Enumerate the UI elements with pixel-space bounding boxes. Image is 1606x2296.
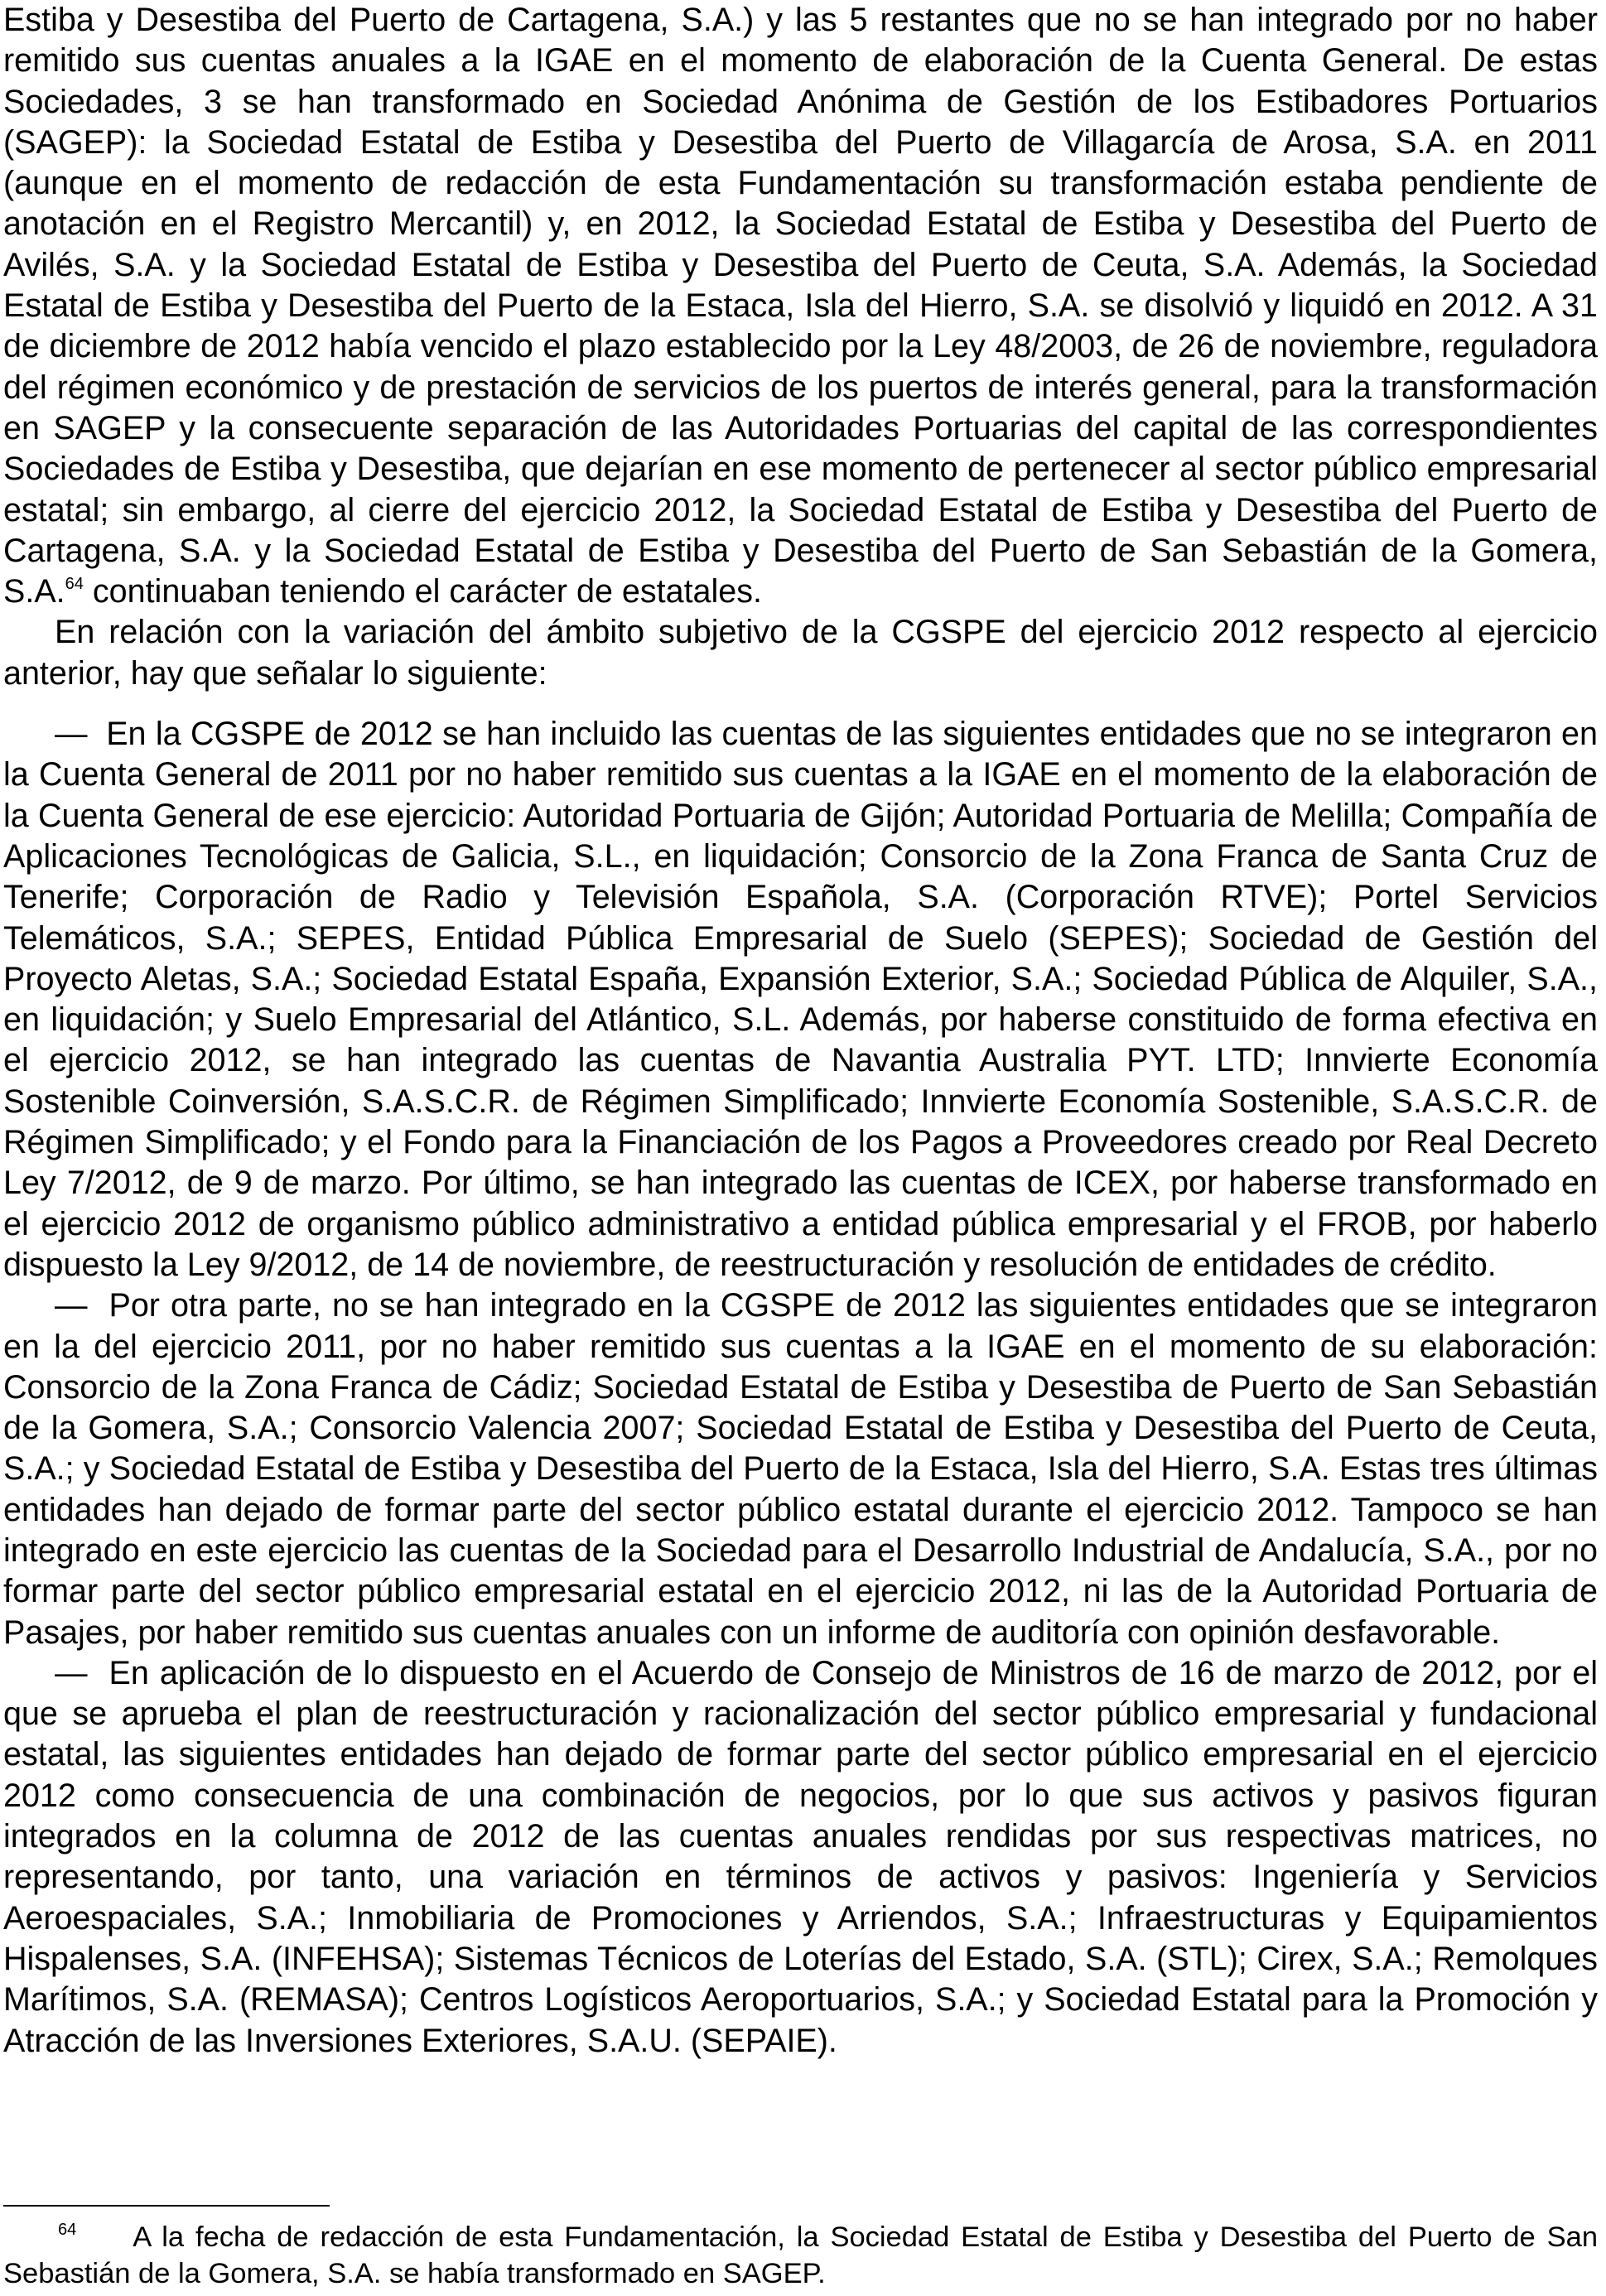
paragraph-text-continuation: continuaban teniendo el carácter de estatales. [83,573,762,610]
footnote-reference[interactable]: 64 [65,575,84,594]
list-item-reestructuracion [3,1653,1598,2062]
paragraph-text: En relación con la variación del ámbito subjetivo de la CGSPE del ejercicio 2012 respecto al ejercicio anterior, hay que señalar lo siguiente: [3,614,1598,692]
footnote-separator [3,2205,330,2207]
body-text [3,0,1598,2062]
paragraph-sociedades-estiba [3,0,1598,612]
em-dash: — [55,1287,88,1324]
footnote-text: A la fecha de redacción de esta Fundamentación, la Sociedad Estatal de Estiba y Desestiba del Puerto de San Sebastián de la Gomera, S.A. se había transformado en SAGEP. [3,2221,1598,2289]
paragraph-text: Estiba y Desestiba del Puerto de Cartagena, S.A.) y las 5 restantes que no se han integrado por no haber remitido sus cuentas anuales a la IGAE en el momento de elaboración de la Cuenta General. De estas Sociedades, 3 se han transformado en Sociedad Anónima de Gestión de los Estibadores Portuarios (SAGEP): la Sociedad Estatal de Estiba y Desestiba del Puerto de Villagarcía de Arosa, S.A. en 2011 (aunque en el momento de redacción de esta Fundamentación su transformación estaba pendiente de anotación en el Registro Mercantil) y, en 2012, la Sociedad Estatal de Estiba y Desestiba del Puerto de Avilés, S.A. y la Sociedad Estatal de Estiba y Desestiba del Puerto de Ceuta, S.A. Además, la Sociedad Estatal de Estiba y Desestiba del Puerto de la Estaca, Isla del Hierro, S.A. se disolvió y liquidó en 2012. A 31 de diciembre de 2012 había vencido el plazo establecido por la Ley 48/2003, de 26 de noviembre, reguladora del régimen económico y de prestación de servicios de los puertos de interés general, para la transformación en SAGEP y la consecuente separación de las Autoridades Portuarias del capital de las correspondientes Sociedades de Estiba y Desestiba, que dejarían en ese momento de pertenecer al sector público empresarial estatal; sin embargo, al cierre del ejercicio 2012, la Sociedad Estatal de Estiba y Desestiba del Puerto de Cartagena, S.A. y la Sociedad Estatal de Estiba y Desestiba del Puerto de San Sebastián de la Gomera, S.A. [3,2,1598,610]
em-dash: — [55,716,88,753]
paragraph-variacion-ambito [3,612,1598,694]
footnote: 64 A la fecha de redacción de esta Fundamentación, la Sociedad Estatal de Estiba y Desestiba del Puerto de San Sebastián de la Gomera, S.A. se había transformado en SAGEP. [3,2221,1598,2289]
list-item-text: En la CGSPE de 2012 se han incluido las cuentas de las siguientes entidades que no se integraron en la Cuenta General de 2011 por no haber remitido sus cuentas a la IGAE en el momento de la elaboración de la Cuenta General de ese ejercicio: Autoridad Portuaria de Gijón; Autoridad Portuaria de Melilla; Compañía de Aplicaciones Tecnológicas de Galicia, S.L., en liquidación; Consorcio de la Zona Franca de Santa Cruz de Tenerife; Corporación de Radio y Televisión Española, S.A. (Corporación RTVE); Portel Servicios Telemáticos, S.A.; SEPES, Entidad Pública Empresarial de Suelo (SEPES); Sociedad de Gestión del Proyecto Aletas, S.A.; Sociedad Estatal España, Expansión Exterior, S.A.; Sociedad Pública de Alquiler, S.A., en liquidación; y Suelo Empresarial del Atlántico, S.L. Además, por haberse constituido de forma efectiva en el ejercicio 2012, se han integrado las cuentas de Navantia Australia PYT. LTD; Innvierte Economía Sostenible Coinversión, S.A.S.C.R. de Régimen Simplificado; Innvierte Economía Sostenible, S.A.S.C.R. de Régimen Simplificado; y el Fondo para la Financiación de los Pagos a Proveedores creado por Real Decreto Ley 7/2012, de 9 de marzo. Por último, se han integrado las cuentas de ICEX, por haberse transformado en el ejercicio 2012 de organismo público administrativo a entidad pública empresarial y el FROB, por haberlo dispuesto la Ley 9/2012, de 14 de noviembre, de reestructuración y resolución de entidades de crédito. [3,716,1598,1283]
list-item-text: En aplicación de lo dispuesto en el Acuerdo de Consejo de Ministros de 16 de marzo de 2012, por el que se aprueba el plan de reestructuración y racionalización del sector público empresarial y fundacional estatal, las siguientes entidades han dejado de formar parte del sector público empresarial en el ejercicio 2012 como consecuencia de una combinación de negocios, por lo que sus activos y pasivos figuran integrados en la columna de 2012 de las cuentas anuales rendidas por sus respectivas matrices, no representando, por tanto, una variación en términos de activos y pasivos: Ingeniería y Servicios Aeroespaciales, S.A.; Inmobiliaria de Promociones y Arriendos, S.A.; Infraestructuras y Equipamientos Hispalenses, S.A. (INFEHSA); Sistemas Técnicos de Loterías del Estado, S.A. (STL); Cirex, S.A.; Remolques Marítimos, S.A. (REMASA); Centros Logísticos Aeroportuarios, S.A.; y Sociedad Estatal para la Promoción y Atracción de las Inversiones Exteriores, S.A.U. (SEPAIE). [3,1654,1598,2059]
list-item-entidades-incluidas [3,714,1598,1285]
list-item-entidades-no-integradas [3,1285,1598,1653]
list-item-text: Por otra parte, no se han integrado en la CGSPE de 2012 las siguientes entidades que se integraron en la del ejercicio 2011, por no haber remitido sus cuentas a la IGAE en el momento de su elaboración: Consorcio de la Zona Franca de Cádiz; Sociedad Estatal de Estiba y Desestiba de Puerto de San Sebastián de la Gomera, S.A.; Consorcio Valencia 2007; Sociedad Estatal de Estiba y Desestiba del Puerto de Ceuta, S.A.; y Sociedad Estatal de Estiba y Desestiba del Puerto de la Estaca, Isla del Hierro, S.A. Estas tres últimas entidades han dejado de formar parte del sector público estatal durante el ejercicio 2012. Tampoco se han integrado en este ejercicio las cuentas de la Sociedad para el Desarrollo Industrial de Andalucía, S.A., por no formar parte del sector público empresarial estatal en el ejercicio 2012, ni las de la Autoridad Portuaria de Pasajes, por haber remitido sus cuentas anuales con un informe de auditoría con opinión desfavorable. [3,1287,1598,1651]
em-dash: — [55,1654,88,1691]
